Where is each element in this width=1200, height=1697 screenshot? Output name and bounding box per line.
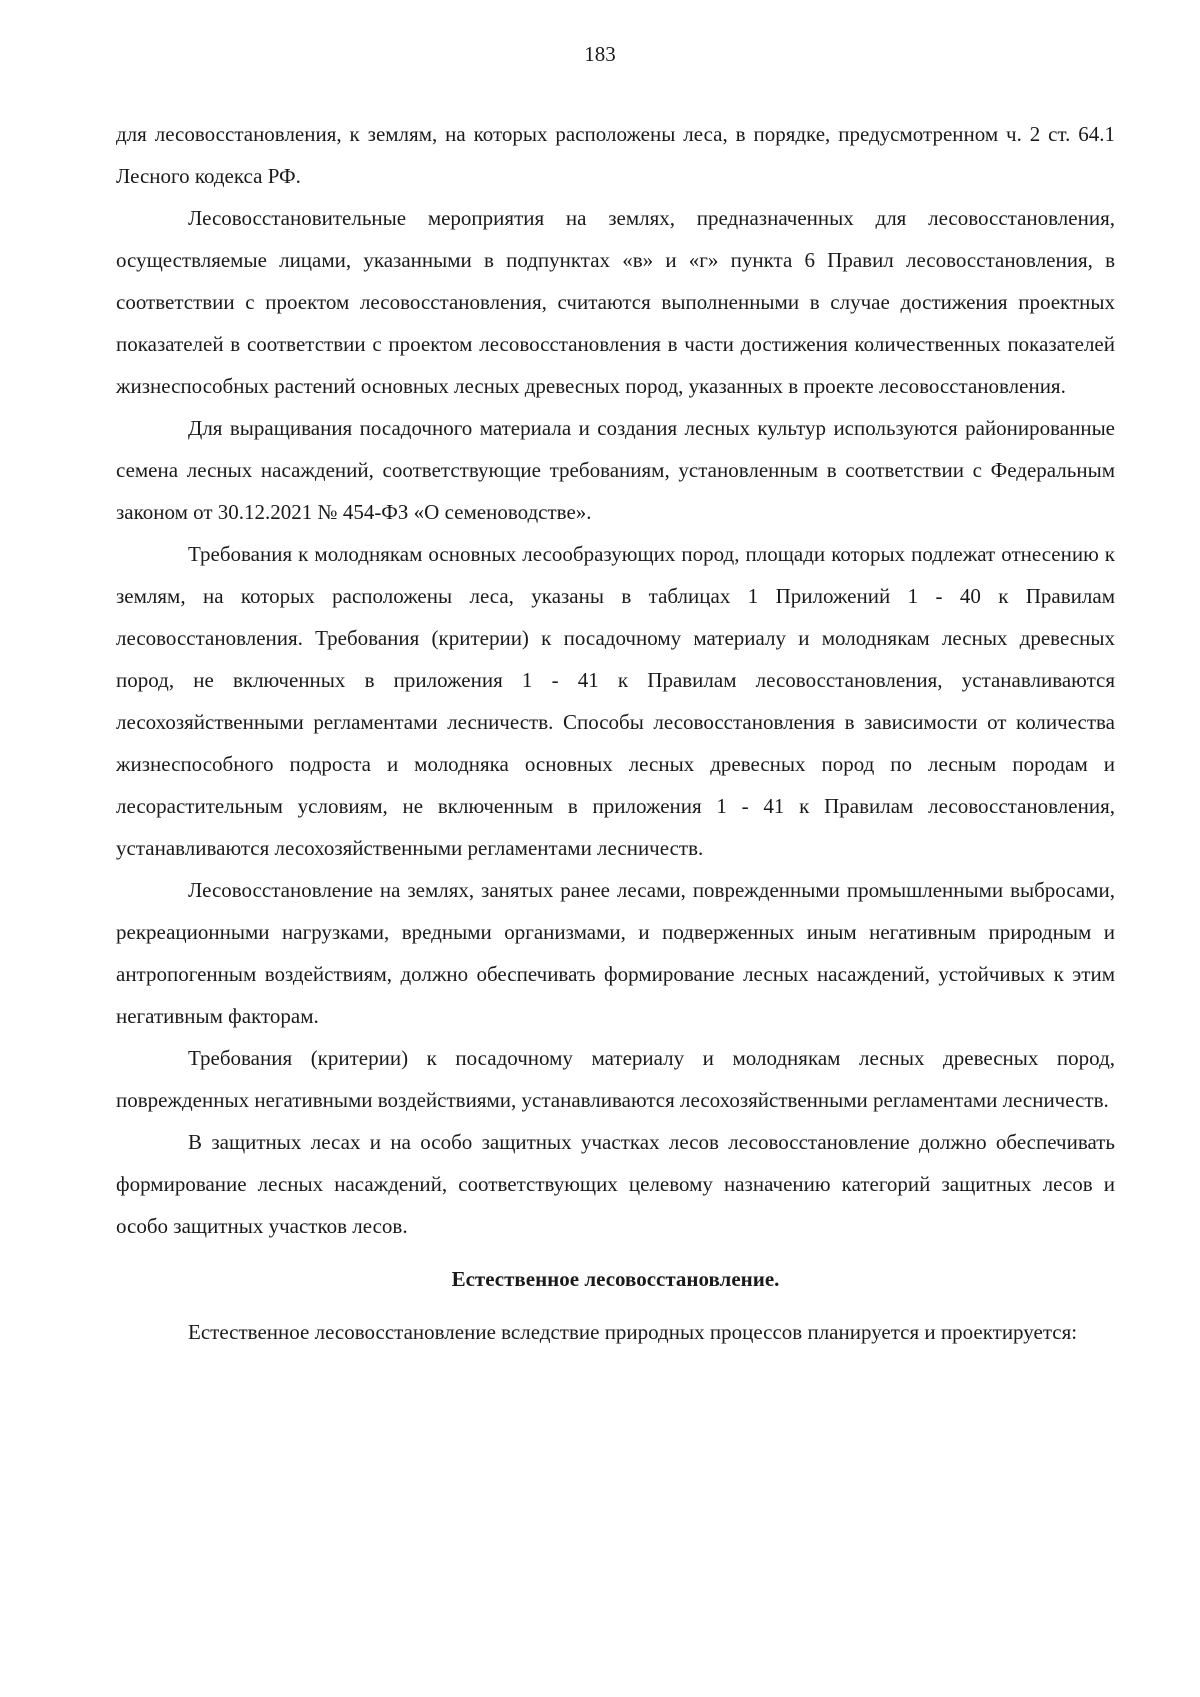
paragraph-reforestation-measures: Лесовосстановительные мероприятия на землях, предназначенных для лесовосстановления, осуществляемые лицами, указанными в подпунктах «в» и «г» пункта 6 Правил лесовосстановления, в соответствии с проектом лесовосстановления, считаются выполненными в случае достижения проектных показателей в соответствии с проектом лесовосстановления в части достижения количественных показателей жизнеспособных растений основных лесных древесных пород, указанных в проекте лесовосстановления. (116, 206, 1115, 398)
paragraph-continuation: для лесовосстановления, к землям, на которых расположены леса, в порядке, предусмотренном ч. 2 ст. 64.1 Лесного кодекса РФ. (116, 122, 1115, 188)
paragraph-damaged-species-criteria: Требования (критерии) к посадочному материалу и молоднякам лесных древесных пород, поврежденных негативными воздействиями, устанавливаются лесохозяйственными регламентами лесничеств. (116, 1046, 1115, 1112)
page-number: 183 (584, 42, 616, 66)
paragraph-young-stand-requirements: Требования к молоднякам основных лесообразующих пород, площади которых подлежат отнесению к землям, на которых расположены леса, указаны в таблицах 1 Приложений 1 - 40 к Правилам лесовосстановления. Требования (критерии) к посадочному материалу и молоднякам лесных древесных пород, не включенных в приложения 1 - 41 к Правилам лесовосстановления, устанавливаются лесохозяйственными регламентами лесничеств. Способы лесовосстановления в зависимости от количества жизнеспособного подроста и молодняка основных лесных древесных пород по лесным породам и лесорастительным условиям, не включенным в приложения 1 - 41 к Правилам лесовосстановления, устанавливаются лесохозяйственными регламентами лесничеств. (116, 542, 1115, 860)
paragraph-natural-reforestation: Естественное лесовосстановление вследствие природных процессов планируется и проектируется: (188, 1320, 1078, 1344)
section-heading: Естественное лесовосстановление. (451, 1267, 780, 1291)
paragraph-damaged-lands: Лесовосстановление на землях, занятых ранее лесами, поврежденными промышленными выбросами, рекреационными нагрузками, вредными организмами, и подверженных иным негативным природным и антропогенным воздействиям, должно обеспечивать формирование лесных насаждений, устойчивых к этим негативным факторам. (116, 878, 1115, 1028)
paragraph-protective-forests: В защитных лесах и на особо защитных участках лесов лесовосстановление должно обеспечивать формирование лесных насаждений, соответствующих целевому назначению категорий защитных лесов и особо защитных участков лесов. (116, 1130, 1115, 1238)
document-body (116, 113, 1115, 1353)
paragraph-planting-material: Для выращивания посадочного материала и создания лесных культур используются районированные семена лесных насаждений, соответствующие требованиям, установленным в соответствии с Федеральным законом от 30.12.2021 № 454-ФЗ «О семеноводстве». (116, 416, 1115, 524)
